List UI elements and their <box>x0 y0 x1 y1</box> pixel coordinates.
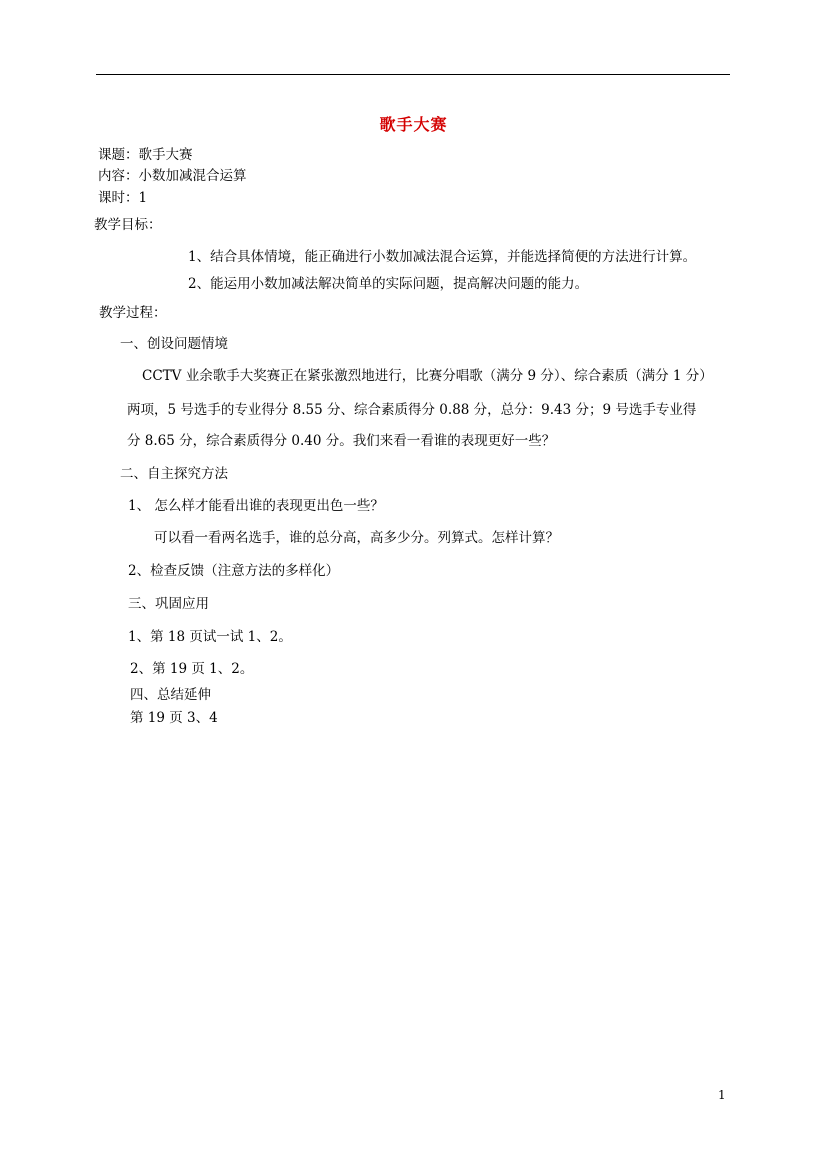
objectives-heading: 教学目标： <box>94 217 162 233</box>
meta-topic: 课题：歌手大赛 <box>98 147 193 163</box>
objective-item: 1、结合具体情境，能正确进行小数加减法混合运算，并能选择简便的方法进行计算。 <box>188 249 697 265</box>
meta-hours: 课时：1 <box>98 190 148 206</box>
meta-content: 内容：小数加减混合运算 <box>98 168 247 184</box>
section1-paragraph-line: CCTV 业余歌手大奖赛正在紧张激烈地进行，比赛分唱歌（满分 9 分）、综合素质（满分 1 分） <box>142 368 713 384</box>
section2-feedback: 2、检查反馈（注意方法的多样化） <box>128 563 340 579</box>
section1-paragraph-line: 两项，5 号选手的专业得分 8.55 分、综合素质得分 0.88 分，总分：9.43 分；9 号选手专业得 <box>127 402 697 418</box>
section2-question: 1、 怎么样才能看出谁的表现更出色一些？ <box>128 498 384 514</box>
document-title: 歌手大赛 <box>379 115 448 134</box>
objective-item: 2、能运用小数加减法解决简单的实际问题，提高解决问题的能力。 <box>188 276 589 292</box>
section1-paragraph-line: 分 8.65 分，综合素质得分 0.40 分。我们来看一看谁的表现更好一些？ <box>127 433 556 449</box>
section3-heading: 三、巩固应用 <box>128 596 209 612</box>
section4-heading: 四、总结延伸 <box>130 687 211 703</box>
section2-answer: 可以看一看两名选手，谁的总分高，高多少分。列算式。怎样计算？ <box>154 530 559 546</box>
section3-item: 2、第 19 页 1、2。 <box>130 661 254 677</box>
process-heading: 教学过程： <box>99 305 167 321</box>
section1-heading: 一、创设问题情境 <box>120 336 228 352</box>
header-rule <box>96 74 730 75</box>
section2-heading: 二、自主探究方法 <box>120 466 228 482</box>
section3-item: 1、第 18 页试一试 1、2。 <box>128 629 292 645</box>
page-number: 1 <box>718 1088 726 1102</box>
section4-text: 第 19 页 3、4 <box>130 710 218 726</box>
